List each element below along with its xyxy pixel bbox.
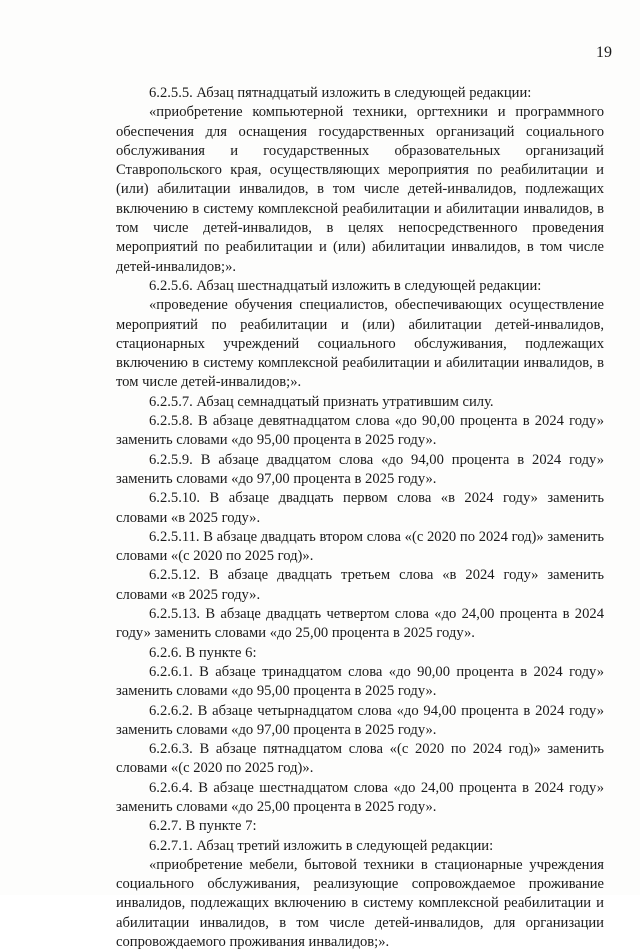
paragraph: 6.2.7.1. Абзац третий изложить в следующей редакции: bbox=[149, 837, 494, 854]
paragraph: 6.2.6.4. В абзаце шестнадцатом слова «до 24,00 процента в 2024 году» заменить словами «до 25,00 процента в 2025 году». bbox=[116, 779, 604, 815]
paragraph: 6.2.7. В пункте 7: bbox=[149, 818, 257, 835]
page-number: 19 bbox=[596, 44, 612, 61]
paragraph: 6.2.5.13. В абзаце двадцать четвертом слова «до 24,00 процента в 2024 году» заменить словами «до 25,00 процента в 2025 году». bbox=[116, 606, 604, 642]
paragraph: 6.2.6.1. В абзаце тринадцатом слова «до 90,00 процента в 2024 году» заменить словами «до 95,00 процента в 2025 году». bbox=[116, 663, 604, 700]
paragraph: 6.2.5.5. Абзац пятнадцатый изложить в следующей редакции: bbox=[149, 85, 532, 101]
paragraph: 6.2.6. В пункте 6: bbox=[149, 644, 257, 661]
paragraph: 6.2.5.6. Абзац шестнадцатый изложить в следующей редакции: bbox=[149, 277, 542, 294]
paragraph: 6.2.6.2. В абзаце четырнадцатом слова «до 94,00 процента в 2024 году» заменить словами «до 97,00 процента в 2025 году». bbox=[116, 702, 604, 738]
document-body bbox=[116, 84, 604, 952]
paragraph: «приобретение компьютерной техники, оргтехники и программного обеспечения для оснащения государственных организаций социального обслуживания и государственных образовательных организаций Ставропольского края, осуществляющих мероприятия по реабилитации и (или) абилитации инвалидов, в том числе детей-инвалидов, подлежащих включению в систему комплексной реабилитации и абилитации инвалидов, в том числе детей-инвалидов, в целях непосредственного проведения мероприятий по реабилитации и (или) абилитации инвалидов, в том числе детей-инвалидов;». bbox=[116, 104, 604, 275]
paragraph: «приобретение мебели, бытовой техники в стационарные учреждения социального обслуживания, реализующие сопровождаемое проживание инвалидов, подлежащих включению в систему комплексной реабилитации и абилитации инвалидов, в том числе детей-инвалидов, для организации сопровождаемого проживания инвалидов;». bbox=[116, 856, 604, 951]
paragraph: 6.2.5.12. В абзаце двадцать третьем слова «в 2024 году» заменить словами «в 2025 году». bbox=[116, 567, 604, 603]
paragraph: 6.2.5.10. В абзаце двадцать первом слова «в 2024 году» заменить словами «в 2025 году». bbox=[116, 490, 604, 526]
paragraph: «проведение обучения специалистов, обеспечивающих осуществление мероприятий по реабилитации и (или) абилитации детей-инвалидов, стационарных учреждений социального обслуживания, подлежащих включению в систему комплексной реабилитации и абилитации инвалидов, в том числе детей-инвалидов;». bbox=[116, 297, 604, 391]
paragraph: 6.2.5.9. В абзаце двадцатом слова «до 94,00 процента в 2024 году» заменить словами «до 97,00 процента в 2025 году». bbox=[116, 451, 604, 487]
paragraph: 6.2.5.11. В абзаце двадцать втором слова «(с 2020 по 2024 год)» заменить словами «(с 2020 по 2025 год)». bbox=[116, 528, 604, 565]
paragraph: 6.2.6.3. В абзаце пятнадцатом слова «(с 2020 по 2024 год)» заменить словами «(с 2020 по 2025 год)». bbox=[116, 741, 604, 777]
paragraph: 6.2.5.8. В абзаце девятнадцатом слова «до 90,00 процента в 2024 году» заменить словами «до 95,00 процента в 2025 году». bbox=[116, 413, 604, 449]
paragraph: 6.2.5.7. Абзац семнадцатый признать утратившим силу. bbox=[149, 393, 494, 410]
